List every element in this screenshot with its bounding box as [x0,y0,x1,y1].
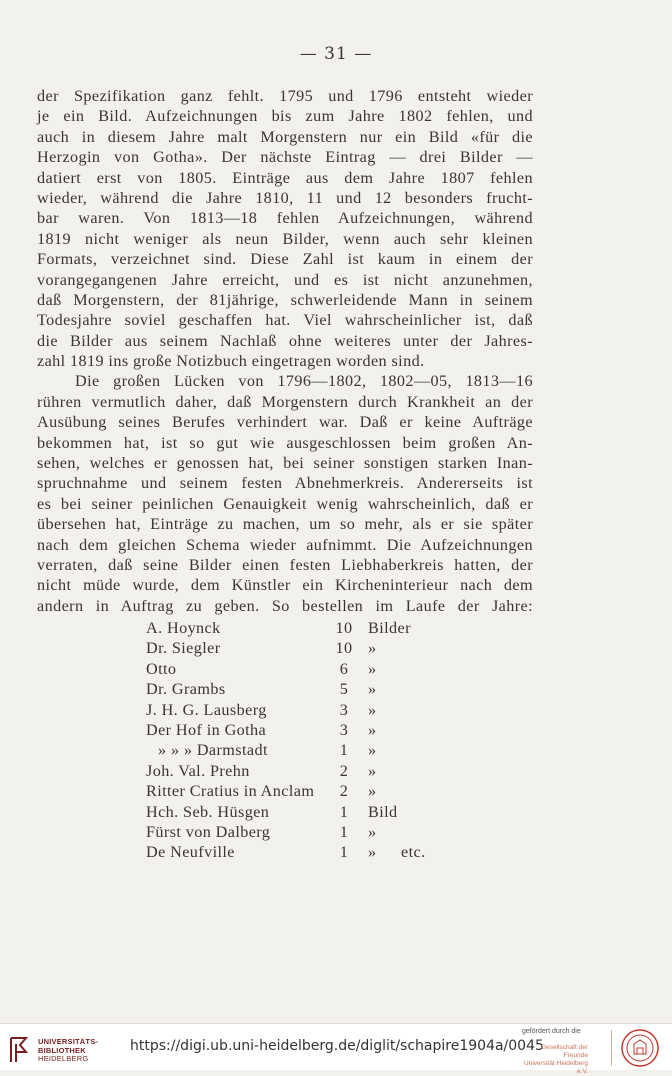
client-name: Ritter Cratius in Anclam [146,782,315,801]
library-name-line: UNIVERSITÄTS- [38,1037,99,1046]
funder-name-line: Universität Heidelberg e.V. [524,1060,588,1075]
unit: » [368,822,377,841]
list-item [146,781,446,801]
page-number: — 31 — [299,44,373,64]
commission-list [146,618,446,863]
text-line: zahl 1819 ins große Notizbuch eingetragen worden sind. [37,352,425,371]
text-line: daß Morgenstern, der 81jährige, schwerleidende Mann in seinem [37,290,533,309]
text-line: verraten, daß seine Bilder einen festen Liebhaberkreis hatten, der [37,555,533,574]
unit: » [368,720,377,739]
university-seal-icon [620,1028,660,1068]
list-item [146,720,446,740]
client-name: J. H. G. Lausberg [146,700,267,719]
client-name: Otto [146,659,177,678]
unit: » [368,639,377,658]
client-name: Joh. Val. Prehn [146,761,250,780]
paragraph-1 [37,86,533,371]
text-line: übersehen hat, Einträge zu machen, um so mehr, als er sie später [37,515,533,534]
picture-count: 3 [339,700,349,719]
list-item [146,842,446,862]
footer-bar [0,1023,672,1075]
text-line: es bei seiner peinlichen Genauigkeit wenig wahrscheinlich, daß er [37,494,533,513]
list-item [146,638,446,658]
funder-name [524,1044,588,1076]
text-line: auch in diesem Jahre malt Morgenstern nur ein Bild «für die [37,127,533,146]
client-name: Fürst von Dalberg [146,822,271,841]
etc-note: etc. [401,843,426,862]
unit: » [368,700,377,719]
text-line: datiert erst von 1805. Einträge aus dem Jahre 1807 fehlen [37,168,533,187]
funder-name-line: Gesellschaft der Freunde [541,1044,588,1059]
list-item [146,740,446,760]
footer-divider [611,1030,612,1066]
library-name-line: HEIDELBERG [38,1054,89,1063]
picture-count: 1 [339,741,349,760]
client-name: Der Hof in Gotha [146,720,267,739]
funded-by-label: gefördert durch die [522,1028,581,1035]
unit: Bild [368,802,398,821]
list-item [146,700,446,720]
client-name: Hch. Seb. Hüsgen [146,802,270,821]
picture-count: 10 [335,639,353,658]
text-line: die Bilder aus seinem Nachlaß ohne weiteres unter der Jahres- [37,331,533,350]
unit: » [368,741,377,760]
text-line: Die großen Lücken von 1796—1802, 1802—05, 1813—16 [75,372,533,391]
paragraph-2 [37,371,533,616]
text-line: der Spezifikation ganz fehlt. 1795 und 1796 entsteht wieder [37,87,533,105]
picture-count: 1 [339,843,349,862]
picture-count: 3 [339,720,349,739]
unit: » [368,680,377,699]
unit: » [368,761,377,780]
text-line: bar waren. Von 1813—18 fehlen Aufzeichnungen, während [37,209,533,228]
picture-count: 6 [339,659,349,678]
unit: » [368,843,377,862]
library-name [38,1038,98,1064]
body-text [37,86,533,616]
unit: » [368,659,377,678]
picture-count: 1 [339,802,349,821]
text-line: nach dem gleichen Schema wieder aufnimmt. Die Aufzeichnungen [37,535,533,554]
picture-count: 2 [339,761,349,780]
list-item [146,679,446,699]
text-line: andern in Auftrag zu geben. So bestellen im Laufe der Jahre: [37,596,533,615]
text-line: rühren vermutlich daher, daß Morgenstern durch Krankheit an der [37,392,533,411]
client-name: » » » Darmstadt [158,741,268,760]
text-line: sehen, welches er genossen hat, bei seiner sonstigen starken Inan- [37,454,533,473]
text-line: Herzogin von Gotha». Der nächste Eintrag — drei Bilder — [37,148,533,167]
text-line: vorangegangenen Jahre erreicht, und es ist nicht anzunehmen, [37,270,533,289]
list-item [146,761,446,781]
text-line: spruchnahme und seinem festen Abnehmerkreis. Andererseits ist [37,474,533,493]
text-line: 1819 nicht weniger als neun Bilder, wenn auch sehr kleinen [37,229,533,248]
list-item [146,618,446,638]
unit: » [368,782,377,801]
client-name: De Neufville [146,843,235,862]
text-line: bekommen hat, ist so gut wie ausgeschlossen beim großen An- [37,433,533,452]
library-logo-icon [8,1036,32,1064]
unit: Bilder [368,619,411,637]
text-line: wieder, während die Jahre 1810, 11 und 12 besonders frucht- [37,188,533,207]
list-item [146,822,446,842]
picture-count: 5 [339,680,349,699]
list-item [146,659,446,679]
picture-count: 2 [339,782,349,801]
text-line: je ein Bild. Aufzeichnungen bis zum Jahre 1802 fehlen, und [37,107,533,126]
list-item [146,802,446,822]
text-line: Ausübung seines Berufes verhindert war. Daß er keine Aufträge [37,413,533,432]
text-line: Todesjahre soviel geschaffen hat. Viel wahrscheinlicher ist, daß [37,311,533,330]
picture-count: 10 [335,619,353,637]
client-name: Dr. Grambs [146,680,226,699]
text-line: nicht müde wurde, dem Künstler ein Kircheninterieur nach dem [37,576,533,595]
client-name: Dr. Siegler [146,639,221,658]
text-line: Formats, verzeichnet sind. Diese Zahl ist kaum in einem der [37,250,533,269]
permalink-url[interactable]: https://digi.ub.uni-heidelberg.de/diglit/schapire1904a/0045 [130,1038,544,1054]
client-name: A. Hoynck [146,619,221,637]
picture-count: 1 [339,822,349,841]
library-name-line: BIBLIOTHEK [38,1045,86,1055]
